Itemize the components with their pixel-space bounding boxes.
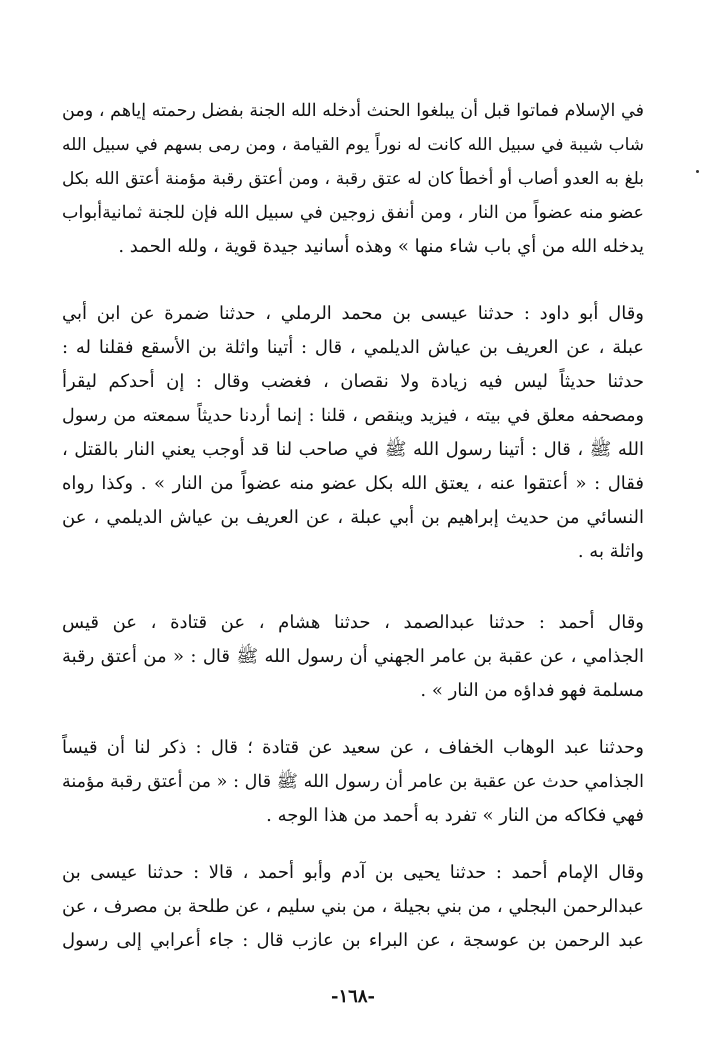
text-line: عضو منه عضواً من النار ، ومن أنفق زوجين في سبيل الله فإن للجنة ثمانيةأبواب — [62, 203, 644, 223]
page-number: -١٦٨- — [331, 986, 375, 1007]
paragraph-4 — [62, 731, 644, 833]
paragraph-3 — [62, 606, 644, 708]
text-line: عبلة ، عن العريف بن عياش الديلمي ، قال : أتينا واثلة بن الأسقع فقلنا له : — [62, 337, 644, 358]
text-line: عبدالرحمن البجلي ، من بني بجيلة ، من بني سليم ، عن طلحة بن مصرف ، عن — [62, 896, 644, 917]
text-line: فقال : « أعتقوا عنه ، يعتق الله بكل عضو منه عضواً من النار » . وكذا رواه — [62, 473, 644, 494]
text-line: ومصحفه معلق في بيته ، فيزيد وينقص ، قلنا : إنما أردنا حديثاً سمعته من رسول — [62, 406, 644, 426]
text-line: وقال أبو داود : حدثنا عيسى بن محمد الرملي ، حدثنا ضمرة عن ابن أبي — [62, 303, 644, 324]
text-line: واثلة به . — [577, 541, 644, 562]
text-line: مسلمة فهو فداؤه من النار » . — [420, 680, 644, 701]
text-line: وحدثنا عبد الوهاب الخفاف ، عن سعيد عن قتادة ؛ قال : ذكر لنا أن قيساً — [62, 737, 644, 758]
text-line: عبد الرحمن بن عوسجة ، عن البراء بن عازب قال : جاء أعرابي إلى رسول — [62, 930, 644, 951]
text-line: يدخله الله من أي باب شاء منها » وهذه أسانيد جيدة قوية ، ولله الحمد . — [118, 236, 644, 257]
text-line: النسائي من حديث إبراهيم بن أبي عبلة ، عن العريف بن عياش الديلمي ، عن — [62, 507, 644, 528]
text-line: وقال أحمد : حدثنا عبدالصمد ، حدثنا هشام ، عن قتادة ، عن قيس — [62, 612, 644, 633]
text-line: شاب شيبة في سبيل الله كانت له نوراً يوم القيامة ، ومن رمى بسهم في سبيل الله — [62, 135, 644, 155]
text-line: الجذامي ، عن عقبة بن عامر الجهني أن رسول الله ﷺ قال : « من أعتق رقبة — [62, 646, 644, 667]
text-line: في الإسلام فماتوا قبل أن يبلغوا الحنث أدخله الله الجنة بفضل رحمته إياهم ، ومن — [62, 101, 644, 121]
text-line: الله ﷺ ، قال : أتينا رسول الله ﷺ في صاحب لنا قد أوجب يعني النار بالقتل ، — [62, 439, 644, 460]
text-line: حدثنا حديثاً ليس فيه زيادة ولا نقصان ، فغضب وقال : إن أحدكم ليقرأ — [62, 371, 644, 392]
text-line: وقال الإمام أحمد : حدثنا يحيى بن آدم وأبو أحمد ، قالا : حدثنا عيسى بن — [62, 862, 644, 883]
text-line: بلغ به العدو أصاب أو أخطأ كان له عتق رقبة ، ومن أعتق رقبة مؤمنة أعتق الله بكل — [62, 169, 644, 189]
paragraph-1 — [62, 94, 644, 264]
paragraph-5 — [62, 856, 644, 958]
text-line: فهي فكاكه من النار » تفرد به أحمد من هذا الوجه . — [266, 805, 644, 826]
text-line: الجذامي حدث عن عقبة بن عامر أن رسول الله ﷺ قال : « من أعتق رقبة مؤمنة — [62, 772, 644, 792]
paragraph-2 — [62, 297, 644, 569]
margin-dot — [696, 170, 699, 173]
